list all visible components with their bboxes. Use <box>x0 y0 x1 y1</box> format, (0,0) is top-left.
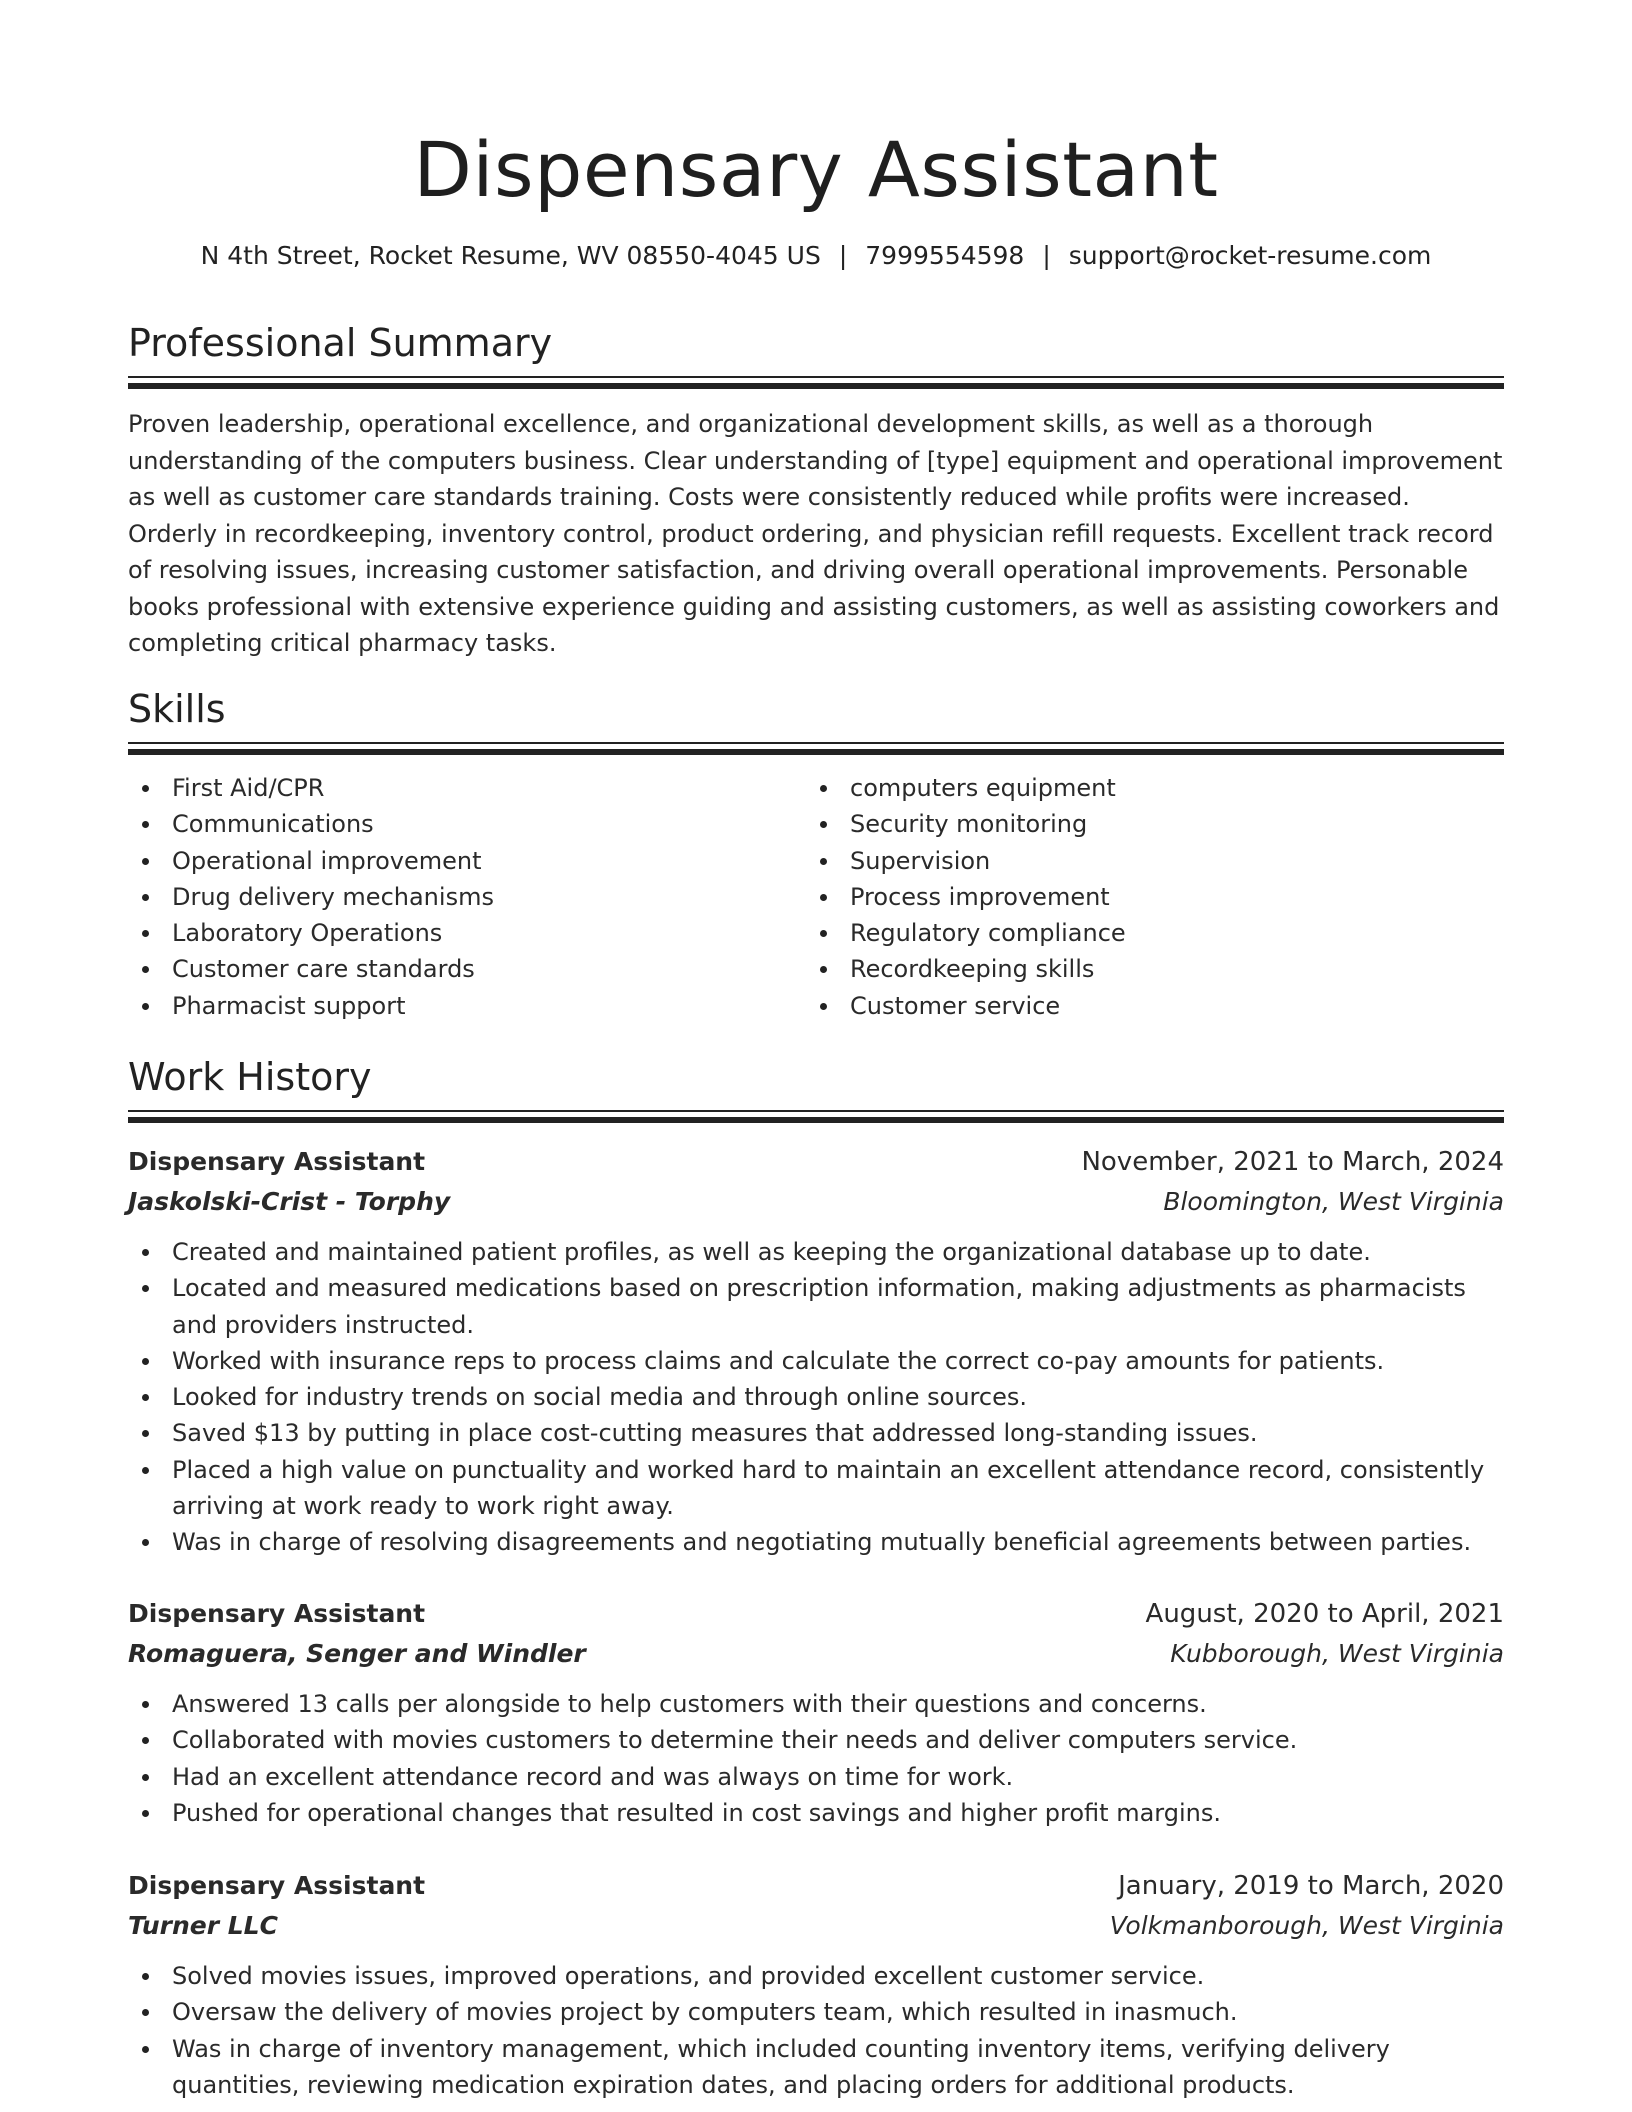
skills-heading: Skills <box>128 687 226 731</box>
job-bullets <box>128 1958 1504 2103</box>
job-dates: November, 2021 to March, 2024 <box>1081 1147 1504 1177</box>
job-header-row <box>128 1866 1504 1906</box>
job-dates: August, 2020 to April, 2021 <box>1145 1599 1504 1629</box>
skill-item: Customer care standards <box>128 951 806 987</box>
contact-phone: 7999554598 <box>865 241 1025 270</box>
job-title: Dispensary Assistant <box>128 1147 426 1176</box>
contact-address: N 4th Street, Rocket Resume, WV 08550-4045 US <box>200 241 821 270</box>
resume-name: Dispensary Assistant <box>413 125 1219 214</box>
summary-text: Proven leadership, operational excellence, and organizational development skills, as well as a thorough understanding of the computers business. Clear understanding of [type] equipment and operational improvement as well as customer care standards training. Costs were consistently reduced while profits were increased. Orderly in recordkeeping, inventory control, product ordering, and physician refill requests. Excellent track record of resolving issues, increasing customer satisfaction, and driving overall operational improvements. Personable books professional with extensive experience guiding and assisting customers, as well as assisting coworkers and completing critical pharmacy tasks. <box>128 410 1503 657</box>
job-location: Bloomington, West Virginia <box>1163 1187 1504 1216</box>
job-subheader-row <box>128 1182 1504 1222</box>
skill-item: computers equipment <box>806 770 1484 806</box>
skills-columns <box>128 770 1504 1024</box>
job-location: Kubborough, West Virginia <box>1170 1639 1504 1668</box>
skill-item: Regulatory compliance <box>806 915 1484 951</box>
summary-heading: Professional Summary <box>128 321 553 365</box>
job-bullet: Looked for industry trends on social media and through online sources. <box>128 1379 1504 1415</box>
skills-section <box>128 684 1504 1024</box>
job-bullet: Was in charge of inventory management, which included counting inventory items, verifying delivery quantities, reviewing medication expiration dates, and placing orders for additional products. <box>128 2031 1504 2104</box>
job-subheader-row <box>128 1634 1504 1674</box>
job-dates: January, 2019 to March, 2020 <box>1118 1871 1504 1901</box>
job-header-row <box>128 1142 1504 1182</box>
skill-item: Customer service <box>806 988 1484 1024</box>
work-history-heading: Work History <box>128 1055 372 1099</box>
contact-separator: | <box>838 241 848 270</box>
skill-item: Laboratory Operations <box>128 915 806 951</box>
skill-item: First Aid/CPR <box>128 770 806 806</box>
section-divider <box>128 376 1504 390</box>
job-bullets <box>128 1686 1504 1831</box>
skill-item: Drug delivery mechanisms <box>128 879 806 915</box>
job-entry <box>128 1594 1504 1831</box>
job-bullet: Placed a high value on punctuality and worked hard to maintain an excellent attendance record, consistently arriving at work ready to work right away. <box>128 1452 1504 1525</box>
skill-item: Process improvement <box>806 879 1484 915</box>
job-subheader-row <box>128 1906 1504 1946</box>
contact-line <box>128 238 1504 274</box>
job-bullet: Located and measured medications based on prescription information, making adjustments as pharmacists and providers instructed. <box>128 1270 1504 1343</box>
job-bullet: Collaborated with movies customers to determine their needs and deliver computers service. <box>128 1722 1504 1758</box>
skill-item: Recordkeeping skills <box>806 951 1484 987</box>
skill-item: Supervision <box>806 843 1484 879</box>
job-bullet: Saved $13 by putting in place cost-cutting measures that addressed long-standing issues. <box>128 1415 1504 1451</box>
job-bullet: Pushed for operational changes that resulted in cost savings and higher profit margins. <box>128 1795 1504 1831</box>
skills-left-column <box>128 770 806 1024</box>
skill-item: Security monitoring <box>806 806 1484 842</box>
resume-page <box>128 0 1504 2112</box>
work-history-section <box>128 1052 1504 1124</box>
job-company: Jaskolski-Crist - Torphy <box>128 1187 451 1216</box>
job-entry <box>128 1866 1504 2103</box>
job-title: Dispensary Assistant <box>128 1871 426 1900</box>
contact-separator: | <box>1042 241 1051 270</box>
job-bullet: Created and maintained patient profiles, as well as keeping the organizational database up to date. <box>128 1234 1504 1270</box>
contact-email[interactable]: support@rocket-resume.com <box>1068 241 1432 270</box>
section-divider <box>128 1110 1504 1124</box>
job-bullet: Solved movies issues, improved operations, and provided excellent customer service. <box>128 1958 1504 1994</box>
job-location: Volkmanborough, West Virginia <box>1109 1911 1504 1940</box>
skill-item: Communications <box>128 806 806 842</box>
skill-item: Pharmacist support <box>128 988 806 1024</box>
job-bullet: Oversaw the delivery of movies project by computers team, which resulted in inasmuch. <box>128 1994 1504 2030</box>
skills-right-column <box>806 770 1484 1024</box>
job-bullet: Worked with insurance reps to process claims and calculate the correct co-pay amounts for patients. <box>128 1343 1504 1379</box>
job-entry <box>128 1142 1504 1561</box>
job-bullet: Was in charge of resolving disagreements and negotiating mutually beneficial agreements between parties. <box>128 1524 1504 1560</box>
job-title: Dispensary Assistant <box>128 1599 426 1628</box>
section-divider <box>128 742 1504 756</box>
summary-section <box>128 318 1504 662</box>
job-bullet: Answered 13 calls per alongside to help customers with their questions and concerns. <box>128 1686 1504 1722</box>
skill-item: Operational improvement <box>128 843 806 879</box>
job-bullets <box>128 1234 1504 1561</box>
job-bullet: Had an excellent attendance record and was always on time for work. <box>128 1759 1504 1795</box>
job-company: Turner LLC <box>128 1911 278 1940</box>
job-header-row <box>128 1594 1504 1634</box>
job-company: Romaguera, Senger and Windler <box>128 1639 586 1668</box>
